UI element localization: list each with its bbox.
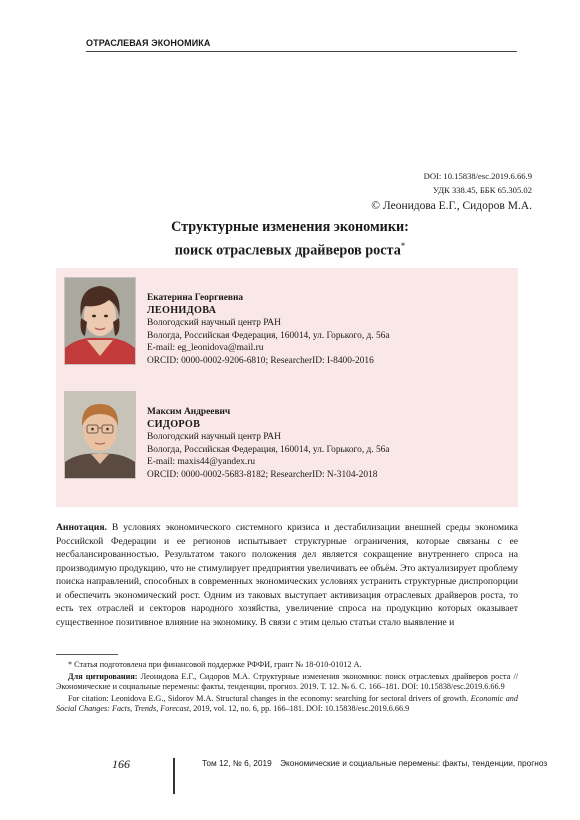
authors-box [56, 268, 518, 507]
footer-divider [173, 758, 175, 794]
header-rule [86, 51, 517, 52]
author-2-ids: ORCID: 0000-0002-5683-8182; ResearcherID: N-3104-2018 [147, 469, 378, 480]
article-title [60, 218, 520, 261]
citation-en-post: , 2019, vol. 12, no. 6, pp. 166–181. DOI: 10.15838/esc.2019.6.66.9 [189, 704, 410, 714]
author-1-ids: ORCID: 0000-0002-9206-6810; ResearcherID: I-8400-2016 [147, 355, 374, 366]
abstract [56, 521, 518, 629]
author-1-given-name: Екатерина Георгиевна [147, 293, 244, 303]
author-photo-sidorov [64, 391, 136, 479]
author-photo-leonidova [64, 277, 136, 365]
citation-ru-text: Леонидова Е.Г., Сидоров М.А. Структурные изменения экономики: поиск отраслевых драйверов роста // Экономические и социальные перемены: факты, тенденции, прогноз. 2019. Т. 12. № 6. С. 166–181. DOI: 10.15838/esc.2019.6.66.9 [56, 671, 518, 692]
author-1-email: E-mail: eg_leonidova@mail.ru [147, 343, 264, 354]
citation-en-pre: For citation: Leonidova E.G., Sidorov M.A. Structural changes in the economy: searching for sectoral drivers of growth. [68, 693, 469, 703]
author-1-surname: ЛЕОНИДОВА [147, 304, 217, 316]
citation-ru [56, 672, 518, 693]
article-meta [371, 169, 532, 215]
author-2-address: Вологда, Российская Федерация, 160014, ул. Горького, д. 56а [147, 444, 390, 455]
citation-label: Для цитирования: [68, 671, 138, 681]
title-line-1: Структурные изменения экономики: [171, 219, 409, 235]
citation-en-journal: Economic and Social Changes: Facts, Trends, Forecast [56, 693, 518, 714]
grant-note: * Статья подготовлена при финансовой поддержке РФФИ, грант № 18-010-01012 А. [68, 660, 362, 669]
author-2-surname: СИДОРОВ [147, 418, 201, 430]
author-2-info [147, 406, 390, 482]
author-2-org: Вологодский научный центр РАН [147, 432, 281, 443]
footnote-rule [56, 654, 118, 655]
udc: УДК 338.45, ББК 65.305.02 [432, 185, 532, 195]
author-1-address: Вологда, Российская Федерация, 160014, ул. Горького, д. 56а [147, 330, 390, 341]
doi: DOI: 10.15838/esc.2019.6.66.9 [423, 171, 532, 181]
copyright: © Леонидова Е.Г., Сидоров М.А. [371, 200, 532, 212]
footnotes [56, 660, 518, 716]
author-2-given-name: Максим Андреевич [147, 407, 231, 417]
author-1-org: Вологодский научный центр РАН [147, 318, 281, 329]
footer-journal: Экономические и социальные перемены: факты, тенденции, прогноз [280, 758, 548, 768]
footer [202, 758, 553, 768]
author-2-email: E-mail: maxis44@yandex.ru [147, 457, 256, 468]
page-number: 166 [112, 757, 130, 771]
title-line-2: поиск отраслевых драйверов роста [174, 242, 401, 259]
abstract-text: В условиях экономического системного кризиса и дестабилизации внешней среды экономика Российской Федерации и ее регионов испытывает структурные ограничения, которые связаны с ее несбалансированностью. Результатом такого положения дел является сокращение внутреннего спроса на производимую продукцию, что не стимулирует предприятия увеличивать ее объём. Это актуализирует проблему поиска направлений, способных в современных экономических условиях устранить структурные диспропорции и обеспечить экономический рост. Одним из таковых выступает активизация отраслевых драйверов роста, то есть тех отраслей и секторов народного хозяйства, увеличение спроса на продукцию которых оказывает существенное позитивное влияние на экономику. В связи с этим целью статьи стало выявление и [56, 522, 518, 628]
author-1-info [147, 292, 390, 368]
abstract-label: Аннотация. [56, 522, 107, 533]
section-label: ОТРАСЛЕВАЯ ЭКОНОМИКА [86, 38, 211, 48]
citation-en [56, 694, 518, 715]
title-footnote-mark: * [400, 241, 406, 251]
footer-issue: Том 12, № 6, 2019 [202, 758, 272, 768]
